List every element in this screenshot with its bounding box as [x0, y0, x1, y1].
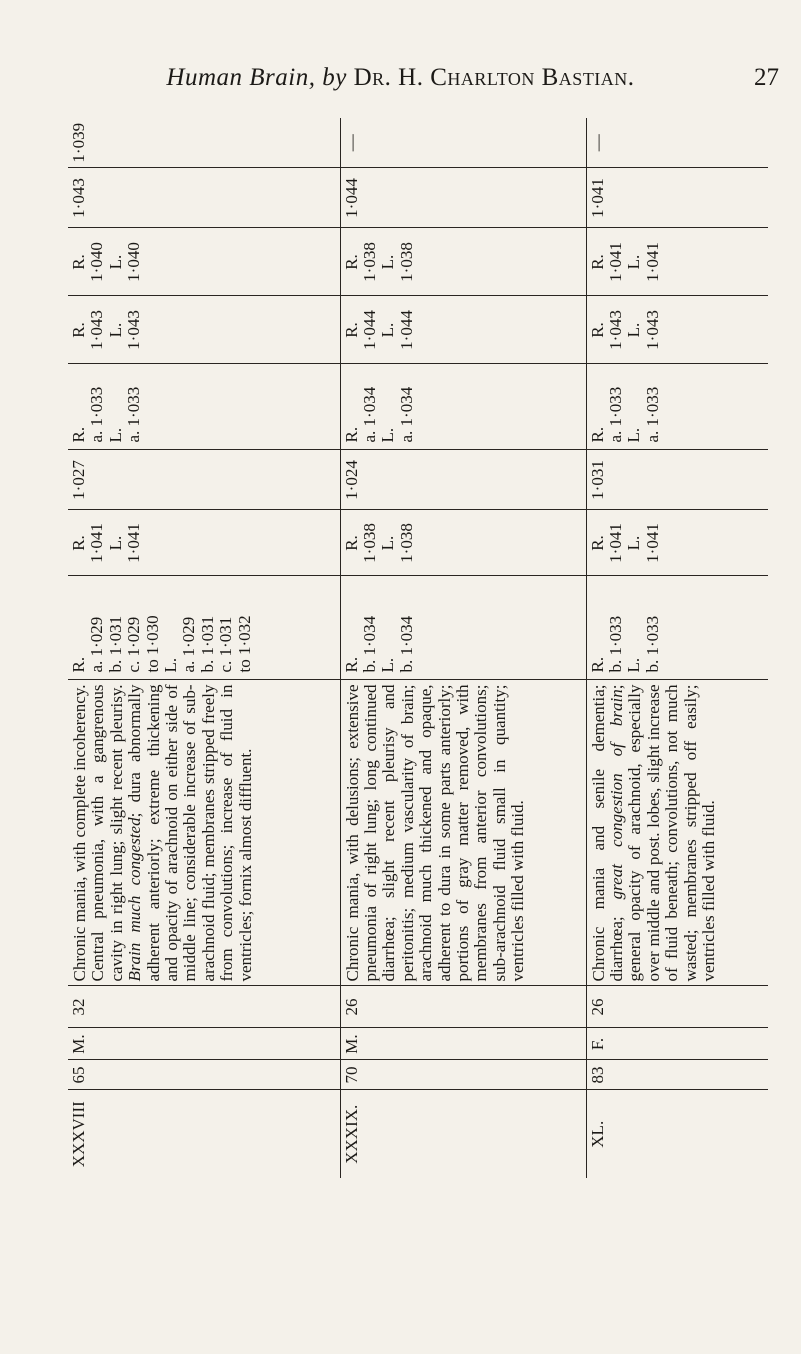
age: 70 — [341, 1066, 361, 1084]
age-cell — [340, 1060, 586, 1090]
specific-gravity-cell-value: 1·044 — [359, 310, 379, 350]
specific-gravity-cell-value: 1·041 — [642, 242, 662, 282]
gray-matter-cell-value: b. 1·031 — [105, 615, 125, 673]
description-text: ; general opacity of arachnoid, especially over middle and post. lobes, slight increase of fluid beneath; convolutions, not much wasted; membranes stripped off easily; ventricles filled with fluid. — [606, 684, 718, 982]
specific-gravity-cell — [586, 364, 768, 450]
page-number: 27 — [754, 64, 779, 91]
specific-gravity-value: — — [341, 134, 361, 152]
specific-gravity-cell — [586, 168, 768, 228]
white-matter-cell-value: 1·041 — [124, 523, 144, 563]
specific-gravity-cell-value: 1·044 — [396, 310, 416, 350]
specific-gravity-cell-value: L. — [378, 254, 398, 270]
description-cell — [340, 680, 586, 986]
description-cell — [586, 680, 768, 986]
case-number: XL. — [587, 1120, 607, 1148]
specific-gravity-cell — [68, 364, 340, 450]
title-italic: Human Brain, by — [166, 64, 347, 91]
specific-gravity-cell — [68, 450, 340, 510]
specific-gravity-cell-value: R. — [587, 254, 607, 270]
white-matter-cell — [586, 510, 768, 576]
specific-gravity-cell-value: L. — [105, 427, 125, 443]
specific-gravity-cell-value: a. 1·033 — [87, 386, 107, 443]
description-text: Chronic mania and senile dementia; diarrhœa; — [588, 684, 626, 982]
gray-matter-cell-value: b. 1·033 — [642, 615, 662, 673]
white-matter-cell-value: 1·041 — [87, 523, 107, 563]
specific-gravity-cell-value: 1·040 — [87, 242, 107, 282]
specific-gravity-cell-value: L. — [105, 322, 125, 338]
specific-gravity-cell-value: L. — [624, 322, 644, 338]
gray-matter-cell-value: b. 1·031 — [197, 615, 217, 673]
white-matter-cell-value: R. — [587, 535, 607, 551]
specific-gravity-cell-value: 1·043 — [605, 310, 625, 350]
specific-gravity-cell — [586, 450, 768, 510]
duration-cell — [68, 986, 340, 1028]
gray-matter-cell-value: L. — [378, 657, 398, 673]
duration: 26 — [341, 998, 361, 1016]
specific-gravity-value: 1·043 — [69, 178, 88, 218]
specific-gravity-table — [68, 118, 768, 1178]
description-text: Chronic mania, with complete incoherency. Central pneumonia, with a gangrenous cavity in right lung; slight recent pleurisy. — [70, 684, 126, 982]
white-matter-cell-value: 1·041 — [605, 523, 625, 563]
specific-gravity-cell-value: 1·041 — [605, 242, 625, 282]
gray-matter-cell-value: a. 1·029 — [179, 616, 199, 673]
specific-gravity-cell-value: a. 1·034 — [359, 386, 379, 443]
specific-gravity-cell-value: R. — [69, 426, 88, 443]
white-matter-cell-value: 1·038 — [396, 523, 416, 563]
specific-gravity-cell-value: L. — [624, 254, 644, 270]
description-italic: great congestion of brain — [606, 689, 626, 900]
description-cell — [68, 680, 340, 986]
gray-matter-cell — [340, 576, 586, 680]
specific-gravity-value: 1·041 — [587, 178, 607, 218]
sex: M. — [69, 1034, 88, 1054]
gray-matter-cell-value: R. — [587, 656, 607, 673]
sex: M. — [341, 1034, 361, 1054]
gray-matter-cell-value: to 1·032 — [234, 615, 254, 673]
white-matter-cell — [340, 510, 586, 576]
specific-gravity-cell — [586, 118, 768, 168]
age-cell — [68, 1060, 340, 1090]
specific-gravity-cell-value: a. 1·033 — [124, 386, 144, 443]
gray-matter-cell-value: L. — [624, 657, 644, 673]
case-number-cell — [68, 1090, 340, 1178]
sex-cell — [68, 1028, 340, 1060]
white-matter-cell — [68, 510, 340, 576]
specific-gravity-cell-value: 1·040 — [124, 242, 144, 282]
age-cell — [586, 1060, 768, 1090]
gray-matter-cell-value: b. 1·033 — [605, 615, 625, 673]
specific-gravity-cell-value: a. 1·033 — [605, 386, 625, 443]
specific-gravity-cell-value: a. 1·034 — [396, 386, 416, 443]
specific-gravity-cell-value: R. — [69, 254, 88, 270]
specific-gravity-cell-value: R. — [587, 322, 607, 338]
rotated-table — [68, 118, 768, 1178]
running-head — [0, 60, 801, 100]
specific-gravity-cell-value: 1·043 — [124, 310, 144, 350]
specific-gravity-cell-value: 1·027 — [69, 460, 88, 500]
white-matter-cell-value: L. — [378, 535, 398, 551]
gray-matter-cell-value: a. 1·029 — [87, 616, 107, 673]
specific-gravity-cell-value: L. — [624, 427, 644, 443]
case-number-cell — [586, 1090, 768, 1178]
white-matter-cell-value: 1·041 — [642, 523, 662, 563]
specific-gravity-cell — [68, 296, 340, 364]
specific-gravity-cell — [340, 118, 586, 168]
case-number: XXXVIII — [69, 1101, 88, 1168]
specific-gravity-cell-value: R. — [341, 254, 361, 270]
table-row — [340, 118, 586, 1178]
specific-gravity-cell-value: 1·038 — [396, 242, 416, 282]
sex-cell — [340, 1028, 586, 1060]
gray-matter-cell-value: L. — [161, 657, 181, 673]
specific-gravity-cell-value: 1·031 — [587, 460, 607, 500]
specific-gravity-cell — [586, 228, 768, 296]
specific-gravity-cell — [340, 364, 586, 450]
specific-gravity-cell — [586, 296, 768, 364]
description-text: ; dura abnormally adherent anteriorly; extreme thickening and opacity of arachnoid on either side of middle line; considerable increase of sub-arachnoid fluid; membranes stripped freely from convolutions; increase of fluid in ventricles; fornix almost diffluent. — [125, 684, 255, 982]
sex-cell — [586, 1028, 768, 1060]
gray-matter-cell-value: c. 1·031 — [216, 616, 236, 673]
specific-gravity-cell-value: R. — [69, 322, 88, 338]
specific-gravity-cell-value: R. — [587, 426, 607, 443]
age: 83 — [587, 1066, 607, 1084]
title-author: Dr. H. Charlton Bastian. — [353, 64, 635, 91]
specific-gravity-cell-value: 1·038 — [359, 242, 379, 282]
gray-matter-cell-value: b. 1·034 — [359, 615, 379, 673]
description-text: Chronic mania, with delusions; extensive pneumonia of right lung; long continued diarrhœa; slight recent pleurisy and peritonitis; medium vascularity of brain; arachnoid much thickened and opaque, adherent to dura in some parts anteriorly; portions of gray matter removed, with membranes from anterior convolutions; sub-arachnoid fluid small in quantity; ventricles filled with fluid. — [342, 684, 528, 982]
white-matter-cell-value: L. — [105, 535, 125, 551]
page-title — [0, 64, 801, 92]
specific-gravity-cell — [68, 168, 340, 228]
duration-cell — [340, 986, 586, 1028]
specific-gravity-value: — — [587, 134, 607, 152]
specific-gravity-cell — [340, 450, 586, 510]
gray-matter-cell-value: R. — [341, 656, 361, 673]
gray-matter-cell-value: b. 1·034 — [396, 615, 416, 673]
specific-gravity-cell-value: L. — [378, 427, 398, 443]
specific-gravity-value: 1·044 — [341, 178, 361, 218]
case-number: XXXIX. — [341, 1104, 361, 1164]
duration: 26 — [587, 998, 607, 1016]
specific-gravity-cell-value: L. — [105, 254, 125, 270]
specific-gravity-cell — [340, 168, 586, 228]
duration-cell — [586, 986, 768, 1028]
specific-gravity-cell-value: 1·043 — [642, 310, 662, 350]
specific-gravity-cell-value: 1·024 — [341, 460, 361, 500]
specific-gravity-cell — [68, 228, 340, 296]
specific-gravity-cell — [340, 228, 586, 296]
table-row — [68, 118, 340, 1178]
gray-matter-cell — [68, 576, 340, 680]
specific-gravity-cell-value: L. — [378, 322, 398, 338]
white-matter-cell-value: L. — [624, 535, 644, 551]
specific-gravity-cell — [340, 296, 586, 364]
specific-gravity-cell-value: R. — [341, 322, 361, 338]
gray-matter-cell — [586, 576, 768, 680]
gray-matter-cell-value: to 1·030 — [142, 615, 162, 673]
duration: 32 — [69, 998, 88, 1016]
white-matter-cell-value: 1·038 — [359, 523, 379, 563]
age: 65 — [69, 1066, 88, 1084]
white-matter-cell-value: R. — [341, 535, 361, 551]
sex: F. — [587, 1037, 607, 1051]
table-row — [586, 118, 768, 1178]
white-matter-cell-value: R. — [69, 535, 88, 551]
specific-gravity-value: 1·039 — [69, 122, 88, 163]
specific-gravity-cell-value: 1·043 — [87, 310, 107, 350]
description-italic: Brain much congested — [125, 817, 145, 982]
specific-gravity-cell-value: a. 1·033 — [642, 386, 662, 443]
specific-gravity-cell — [68, 118, 340, 168]
specific-gravity-cell-value: R. — [341, 426, 361, 443]
case-number-cell — [340, 1090, 586, 1178]
gray-matter-cell-value: c. 1·029 — [124, 616, 144, 673]
gray-matter-cell-value: R. — [69, 656, 88, 673]
